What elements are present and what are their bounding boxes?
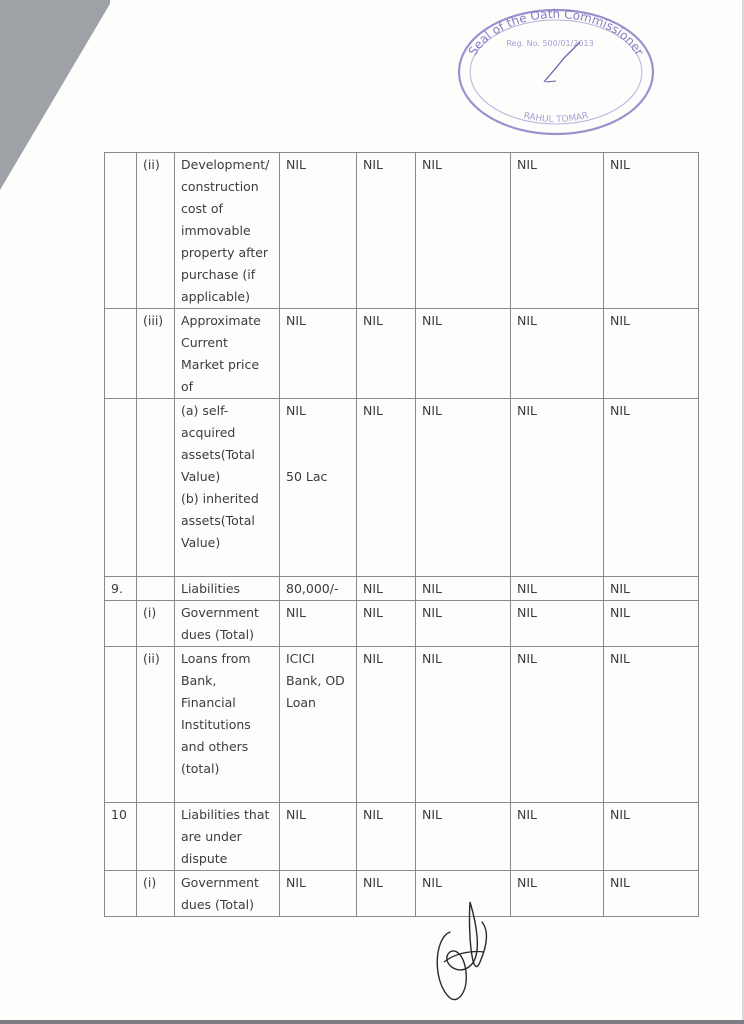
value-cell-1: NIL	[280, 153, 357, 309]
value-cell-5: NIL	[604, 309, 699, 399]
oath-commissioner-seal	[452, 2, 660, 138]
table-row	[105, 399, 699, 577]
table-row	[105, 309, 699, 399]
table-row	[105, 647, 699, 803]
value-cell-2: NIL	[357, 399, 416, 577]
value-cell-4: NIL	[511, 309, 604, 399]
value-cell-1: NIL	[280, 601, 357, 647]
table-row	[105, 153, 699, 309]
value-cell-4: NIL	[511, 601, 604, 647]
value-cell-5: NIL	[604, 871, 699, 917]
value-cell-3: NIL	[416, 871, 511, 917]
row-number	[105, 871, 137, 917]
row-number	[105, 601, 137, 647]
value-cell-4: NIL	[511, 871, 604, 917]
value-cell-4: NIL	[511, 399, 604, 577]
handwritten-signature	[420, 892, 500, 1012]
row-item: (a) self-acquired assets(Total Value) (b) inherited assets(Total Value)	[175, 399, 280, 577]
row-number: 9.	[105, 577, 137, 601]
value-cell-4: NIL	[511, 647, 604, 803]
row-sub-number	[137, 803, 175, 871]
value-cell-1: NIL	[280, 309, 357, 399]
row-number	[105, 647, 137, 803]
value-cell-2: NIL	[357, 153, 416, 309]
seal-initial-stroke	[544, 42, 580, 82]
row-sub-number: (i)	[137, 871, 175, 917]
row-sub-number	[137, 399, 175, 577]
row-sub-number	[137, 577, 175, 601]
scan-shadow-corner	[0, 0, 110, 190]
value-cell-5: NIL	[604, 601, 699, 647]
value-cell-5: NIL	[604, 399, 699, 577]
row-number	[105, 399, 137, 577]
table-row	[105, 803, 699, 871]
value-cell-3: NIL	[416, 309, 511, 399]
value-cell-3: NIL	[416, 803, 511, 871]
value-cell-2: NIL	[357, 871, 416, 917]
row-item: Government dues (Total)	[175, 871, 280, 917]
value-cell-5: NIL	[604, 647, 699, 803]
value-cell-1: ICICI Bank, OD Loan	[280, 647, 357, 803]
value-cell-4: NIL	[511, 803, 604, 871]
value-cell-1: NIL	[280, 803, 357, 871]
row-sub-number: (ii)	[137, 647, 175, 803]
value-cell-3: NIL	[416, 399, 511, 577]
row-item: Development/ construction cost of immovable property after purchase (if applicable)	[175, 153, 280, 309]
table-row	[105, 601, 699, 647]
value-cell-2: NIL	[357, 309, 416, 399]
scan-bottom-edge	[0, 1020, 744, 1024]
seal-bottom-text: RAHUL TOMAR	[522, 111, 590, 126]
value-cell-1: 80,000/-	[280, 577, 357, 601]
value-cell-1: NIL 50 Lac	[280, 399, 357, 577]
row-number: 10	[105, 803, 137, 871]
row-item: Liabilities	[175, 577, 280, 601]
value-cell-2: NIL	[357, 803, 416, 871]
declaration-table	[104, 152, 699, 917]
value-cell-5: NIL	[604, 153, 699, 309]
value-cell-5: NIL	[604, 803, 699, 871]
seal-top-text: Seal of the Oath Commissioner	[465, 6, 647, 58]
row-number	[105, 309, 137, 399]
row-item: Liabilities that are under dispute	[175, 803, 280, 871]
value-cell-5: NIL	[604, 577, 699, 601]
row-sub-number: (iii)	[137, 309, 175, 399]
value-cell-3: NIL	[416, 577, 511, 601]
row-item: Government dues (Total)	[175, 601, 280, 647]
table-row	[105, 577, 699, 601]
row-item: Approximate Current Market price of	[175, 309, 280, 399]
table-row	[105, 871, 699, 917]
row-sub-number: (ii)	[137, 153, 175, 309]
value-cell-1: NIL	[280, 871, 357, 917]
row-number	[105, 153, 137, 309]
value-cell-2: NIL	[357, 601, 416, 647]
row-sub-number: (i)	[137, 601, 175, 647]
value-cell-2: NIL	[357, 647, 416, 803]
seal-middle-text: Reg. No. 500/01/2013	[506, 39, 594, 48]
value-cell-3: NIL	[416, 601, 511, 647]
value-cell-2: NIL	[357, 577, 416, 601]
value-cell-3: NIL	[416, 647, 511, 803]
value-cell-4: NIL	[511, 577, 604, 601]
value-cell-4: NIL	[511, 153, 604, 309]
row-item: Loans from Bank, Financial Institutions and others (total)	[175, 647, 280, 803]
value-cell-3: NIL	[416, 153, 511, 309]
